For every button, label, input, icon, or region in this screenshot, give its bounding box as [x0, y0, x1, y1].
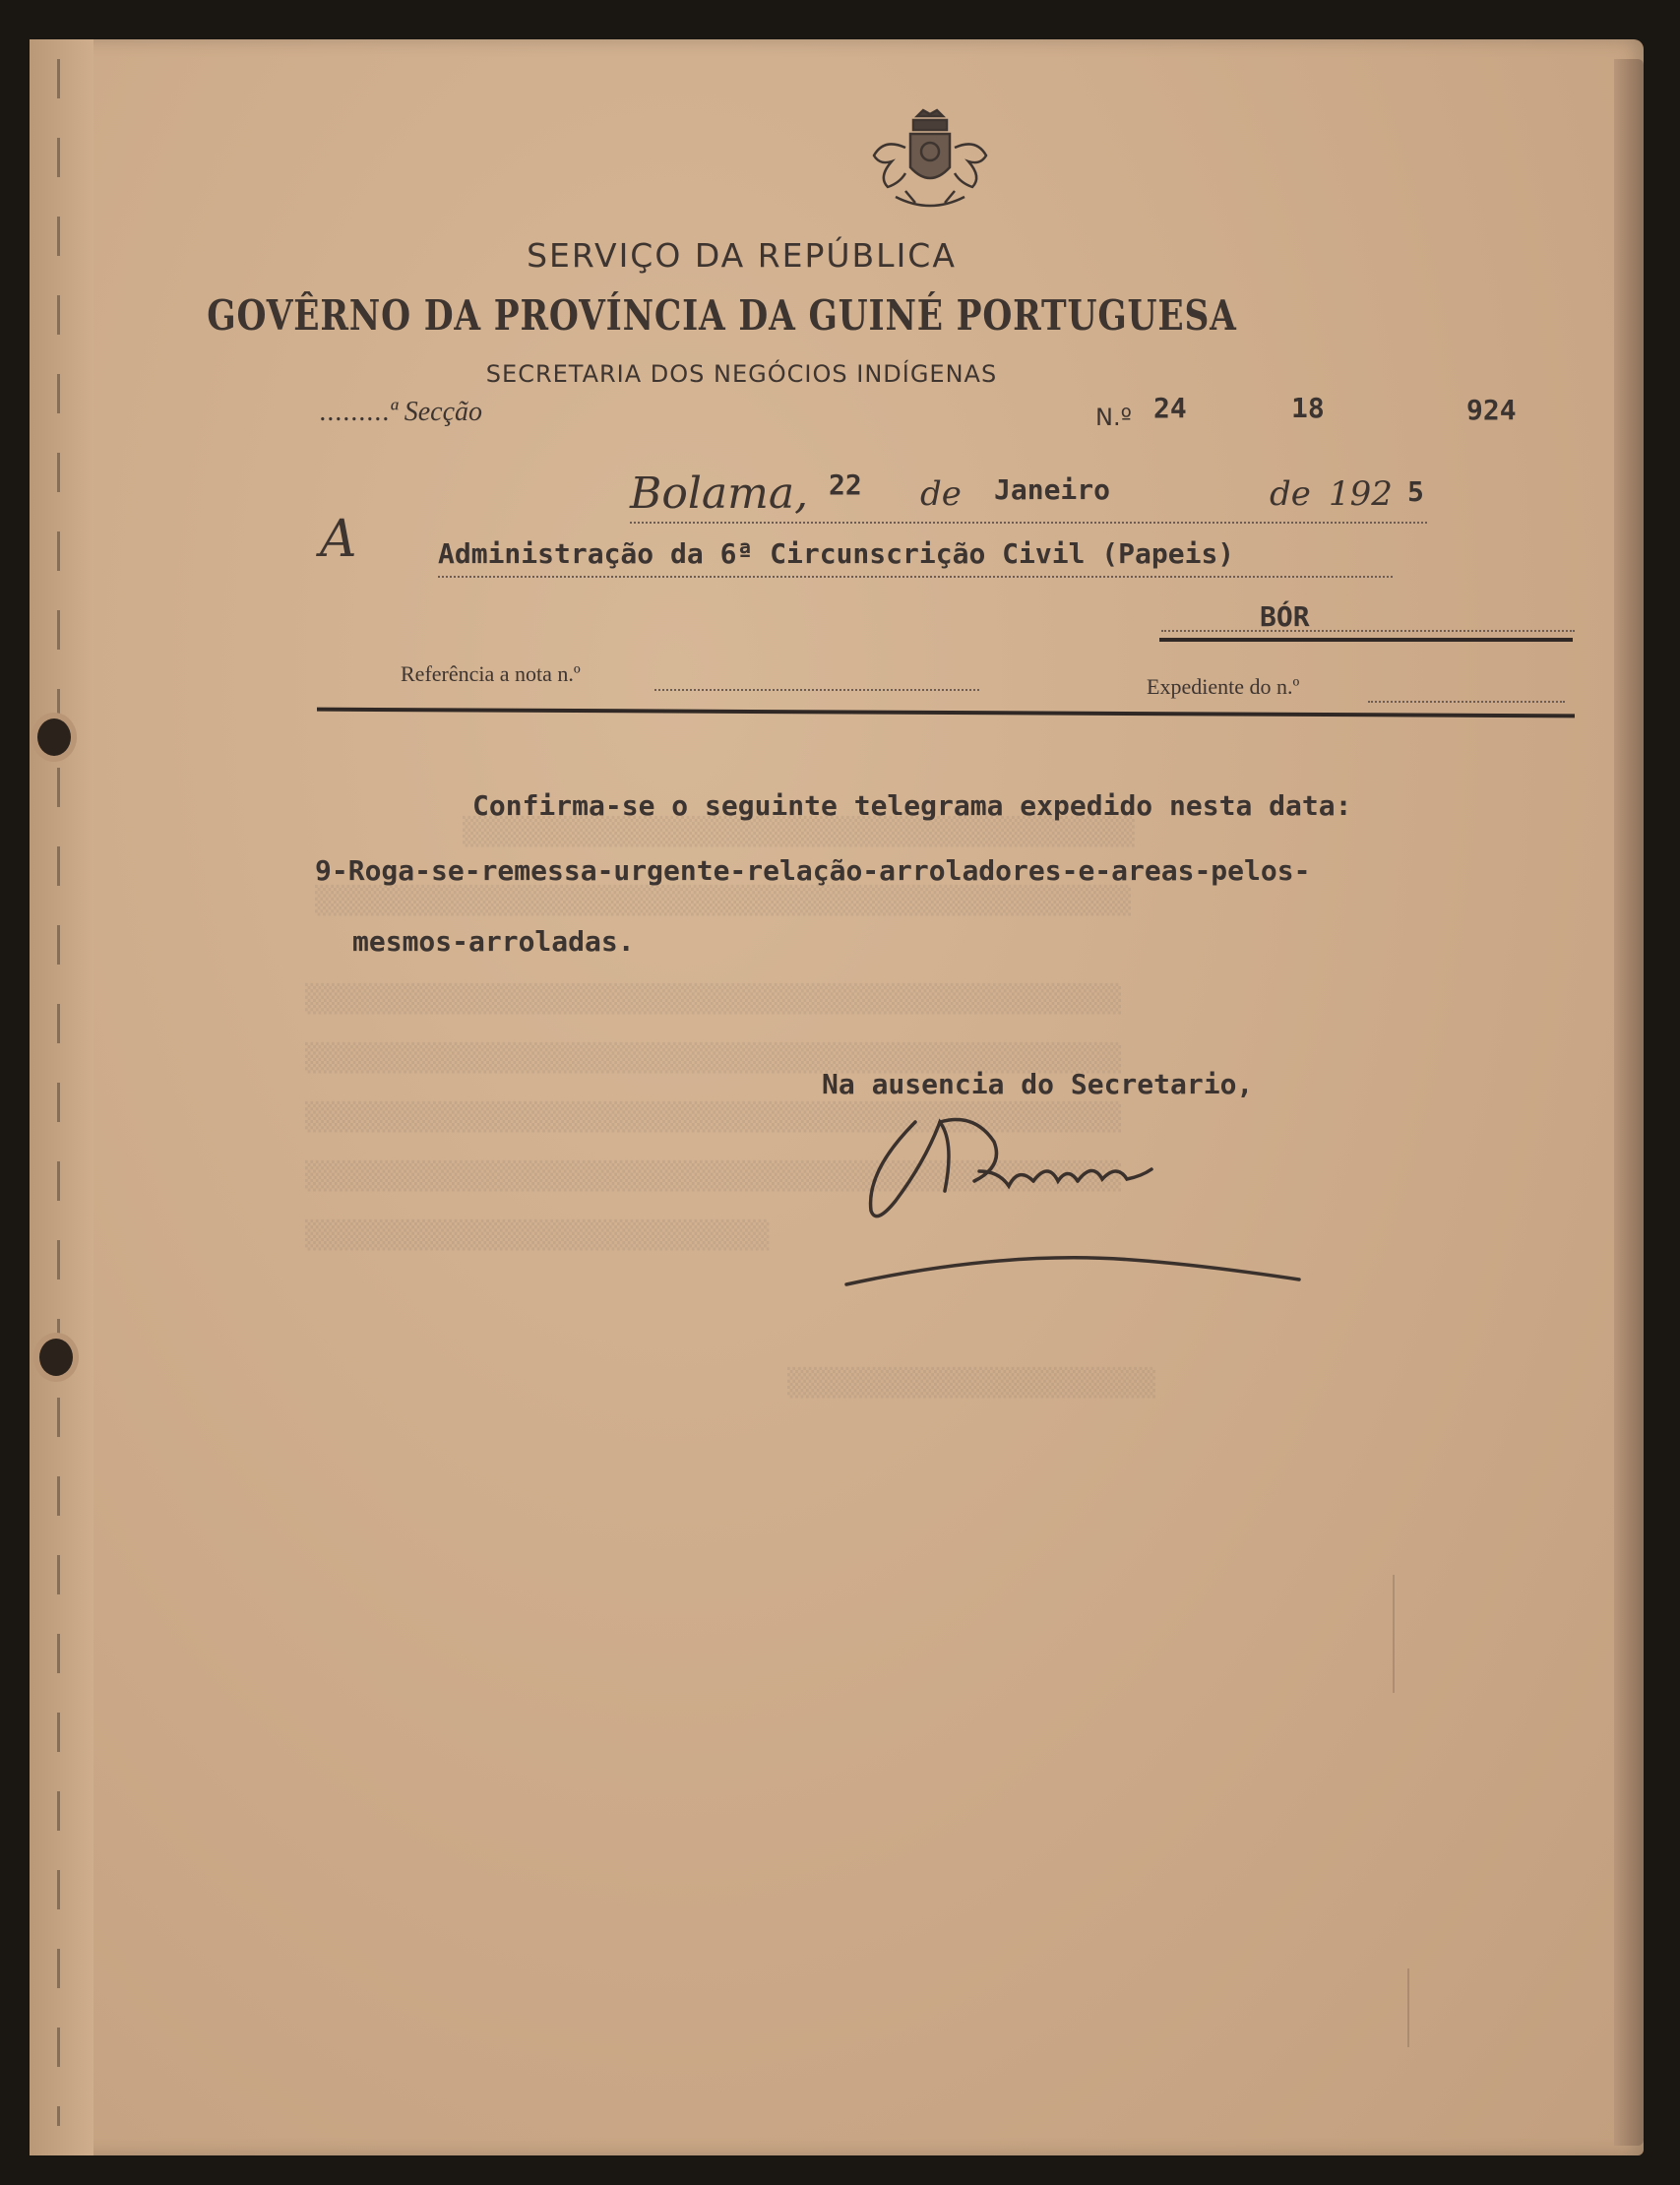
- show-through-text: ▒▒▒▒▒▒▒▒▒▒▒▒▒▒▒▒▒▒▒▒▒▒▒▒▒▒▒▒▒▒▒▒▒▒▒▒▒▒▒▒▒▒▒▒▒▒▒▒▒▒▒: [305, 1102, 1122, 1133]
- letterhead-government: GOVÊRNO DA PROVÍNCIA DA GUINÉ PORTUGUESA: [207, 291, 1237, 340]
- date-year-printed: 192: [1329, 474, 1393, 514]
- paper-crease: [1407, 1968, 1409, 2047]
- section-field: [320, 397, 482, 428]
- letterhead-service: SERVIÇO DA REPÚBLICA: [527, 236, 957, 275]
- addressee-dotted-line: [438, 576, 1393, 578]
- number-label: N.º: [1095, 404, 1132, 431]
- punch-hole-bottom: [39, 1339, 73, 1376]
- place-dotted-line: [1161, 630, 1575, 632]
- addressee-place: BÓR: [1260, 600, 1310, 633]
- expedient-dotted-line: [1368, 701, 1565, 703]
- section-label: .ª Secção: [383, 397, 483, 427]
- addressee-line: Administração da 6ª Circunscrição Civil (Papeis): [438, 537, 1235, 570]
- paper-crease: [1393, 1575, 1395, 1693]
- reference-dotted-line: [654, 689, 979, 691]
- body-line-1: Confirma-se o seguinte telegrama expedido nesta data:: [472, 789, 1352, 822]
- body-line-2: 9-Roga-se-remessa-urgente-relação-arroladores-e-areas-pelos-: [315, 854, 1311, 887]
- coat-of-arms-emblem: [866, 108, 994, 217]
- date-de-2: de: [1270, 474, 1311, 514]
- number-year: 924: [1466, 394, 1517, 426]
- date-de-1: de: [920, 474, 962, 514]
- handwritten-signature: [807, 1083, 1319, 1299]
- date-year-typed: 5: [1407, 475, 1424, 508]
- show-through-text: ▒▒▒▒▒▒▒▒▒▒▒▒▒▒▒▒▒▒▒▒▒▒▒: [787, 1368, 1155, 1399]
- section-dots: ........: [320, 397, 383, 427]
- date-dotted-line: [630, 522, 1427, 524]
- show-through-text: ▒▒▒▒▒▒▒▒▒▒▒▒▒▒▒▒▒▒▒▒▒▒▒▒▒▒▒▒▒▒▒▒▒▒▒▒▒▒▒▒▒▒▒▒▒▒▒▒▒▒▒: [305, 1161, 1122, 1192]
- date-month: Janeiro: [994, 473, 1111, 506]
- binding-margin: [30, 39, 93, 2155]
- show-through-text: ▒▒▒▒▒▒▒▒▒▒▒▒▒▒▒▒▒▒▒▒▒▒▒▒▒▒▒▒▒▒▒▒▒▒▒▒▒▒▒▒▒▒: [463, 817, 1135, 847]
- show-through-text: ▒▒▒▒▒▒▒▒▒▒▒▒▒▒▒▒▒▒▒▒▒▒▒▒▒▒▒▒▒: [305, 1220, 770, 1251]
- page-stack-edge: [1614, 59, 1644, 2146]
- show-through-text: ▒▒▒▒▒▒▒▒▒▒▒▒▒▒▒▒▒▒▒▒▒▒▒▒▒▒▒▒▒▒▒▒▒▒▒▒▒▒▒▒▒▒▒▒▒▒▒▒▒▒▒: [315, 886, 1132, 916]
- letterhead-secretariat: SECRETARIA DOS NEGÓCIOS INDÍGENAS: [485, 360, 998, 388]
- body-line-3: mesmos-arroladas.: [352, 925, 635, 958]
- addressee-prefix: A: [320, 510, 357, 569]
- show-through-text: ▒▒▒▒▒▒▒▒▒▒▒▒▒▒▒▒▒▒▒▒▒▒▒▒▒▒▒▒▒▒▒▒▒▒▒▒▒▒▒▒▒▒▒▒▒▒▒▒▒▒▒: [305, 984, 1122, 1015]
- number-sub: 18: [1291, 392, 1325, 424]
- punch-hole-top: [37, 718, 71, 756]
- expedient-label: Expediente do n.º: [1147, 674, 1300, 699]
- closing-line: Na ausencia do Secretario,: [822, 1068, 1254, 1100]
- date-day: 22: [829, 468, 862, 501]
- reference-label: Referência a nota n.º: [401, 661, 581, 686]
- place-rule: [1159, 638, 1573, 642]
- place-name: Bolama,: [630, 468, 809, 519]
- show-through-text: ▒▒▒▒▒▒▒▒▒▒▒▒▒▒▒▒▒▒▒▒▒▒▒▒▒▒▒▒▒▒▒▒▒▒▒▒▒▒▒▒▒▒▒▒▒▒▒▒▒▒▒: [305, 1043, 1122, 1074]
- number-value: 24: [1153, 392, 1187, 424]
